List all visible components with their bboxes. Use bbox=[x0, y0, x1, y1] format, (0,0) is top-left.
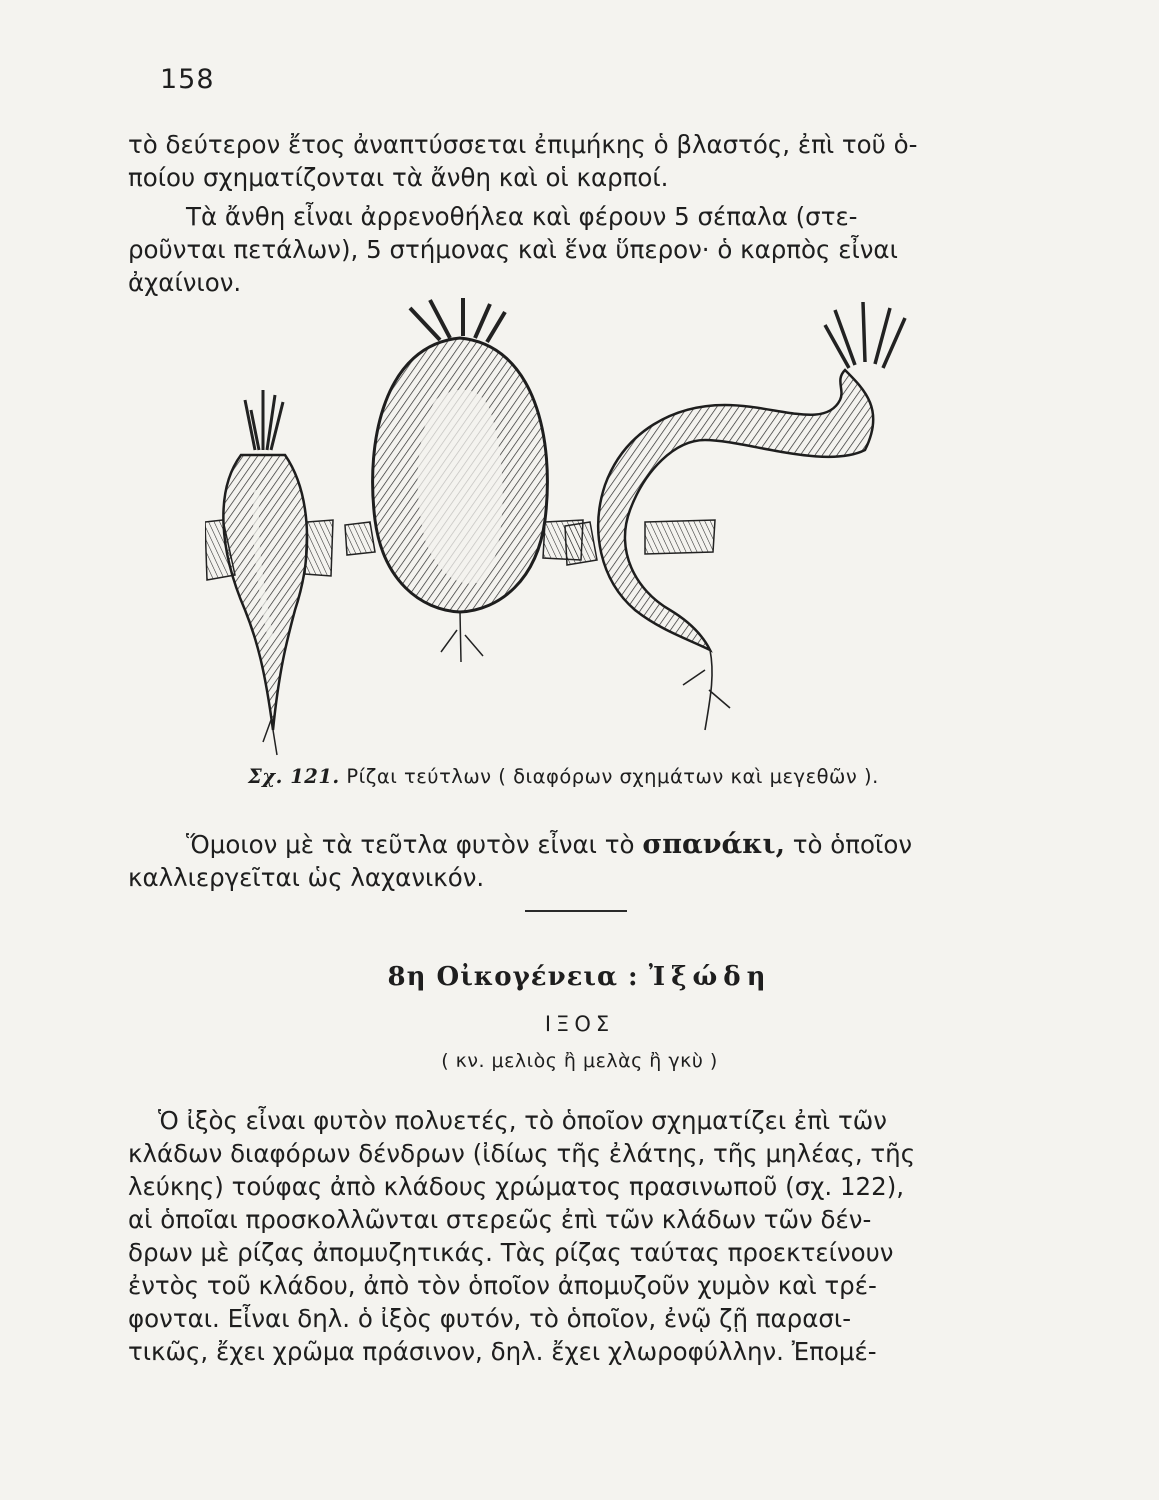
text-line: καλλιεργεῖται ὡς λαχανικόν. bbox=[128, 863, 485, 892]
text-line: τὸ δεύτερον ἔτος ἀναπτύσσεται ἐπιμήκης ὁ βλαστός, ἐπὶ τοῦ ὁ- bbox=[128, 130, 918, 159]
family-heading: 8η Οἰκογένεια : Ἰξώδη bbox=[387, 962, 772, 992]
text-line: δρων μὲ ρίζας ἀπομυζητικάς. Τὰς ρίζας ταύτας προεκτείνουν bbox=[128, 1238, 894, 1267]
figure-label: Σχ. 121. bbox=[248, 765, 340, 788]
species-title: ΙΞΟΣ bbox=[544, 1012, 615, 1036]
section-divider bbox=[525, 910, 627, 912]
text-line: φονται. Εἶναι δηλ. ὁ ἰξὸς φυτόν, τὸ ὁποῖον, ἐνῷ ζῇ παρασι- bbox=[128, 1304, 852, 1333]
text-line: τικῶς, ἔχει χρῶμα πράσινον, δηλ. ἔχει χλωροφύλλην. Ἐπομέ- bbox=[128, 1337, 877, 1366]
round-beet-root bbox=[345, 298, 583, 662]
long-beet-root bbox=[565, 302, 905, 730]
spinach-term: σπανάκι, bbox=[642, 829, 785, 860]
text-line: λεύκης) τούφας ἀπὸ κλάδους χρώματος πρασινωποῦ (σχ. 122), bbox=[128, 1172, 905, 1201]
flowers-paragraph bbox=[128, 200, 974, 299]
common-names: ( κν. μελιὸς ἢ μελὰς ἢ γκὺ ) bbox=[441, 1050, 718, 1072]
small-beet-root bbox=[205, 390, 333, 755]
text-line: Τὰ ἄνθη εἶναι ἀρρενοθήλεα καὶ φέρουν 5 σέπαλα (στε- bbox=[186, 202, 858, 231]
text-line: ροῦνται πετάλων), 5 στήμονας καὶ ἕνα ὕπερον· ὁ καρπὸς εἶναι bbox=[128, 235, 898, 264]
intro-paragraph bbox=[128, 128, 974, 194]
family-name: Ἰξώδη bbox=[648, 962, 772, 992]
text-line: ἐντὸς τοῦ κλάδου, ἀπὸ τὸν ὁποῖον ἀπομυζοῦν χυμὸν καὶ τρέ- bbox=[128, 1271, 877, 1300]
text-line: ἀχαίνιον. bbox=[128, 268, 242, 297]
mistletoe-paragraph bbox=[128, 1104, 974, 1368]
page-number: 158 bbox=[160, 64, 215, 95]
text-line: αἱ ὁποῖαι προσκολλῶνται στερεῶς ἐπὶ τῶν κλάδων τῶν δέν- bbox=[128, 1205, 872, 1234]
figure-caption bbox=[248, 765, 948, 788]
spinach-paragraph bbox=[128, 828, 974, 894]
figure-caption-text: Ρίζαι τεύτλων ( διαφόρων σχημάτων καὶ μεγεθῶν ). bbox=[346, 765, 879, 788]
text-line: ποίου σχηματίζονται τὰ ἄνθη καὶ οἱ καρποί. bbox=[128, 163, 669, 192]
text-line: Ὁ ἰξὸς εἶναι φυτὸν πολυετές, τὸ ὁποῖον σχηματίζει ἐπὶ τῶν bbox=[158, 1106, 887, 1135]
text-line: Ὅμοιον μὲ τὰ τεῦτλα φυτὸν εἶναι τὸ σπανάκι, τὸ ὁποῖον bbox=[186, 829, 913, 860]
beet-roots-illustration bbox=[205, 290, 925, 760]
text-line: κλάδων διαφόρων δένδρων (ἰδίως τῆς ἐλάτης, τῆς μηλέας, τῆς bbox=[128, 1139, 916, 1168]
